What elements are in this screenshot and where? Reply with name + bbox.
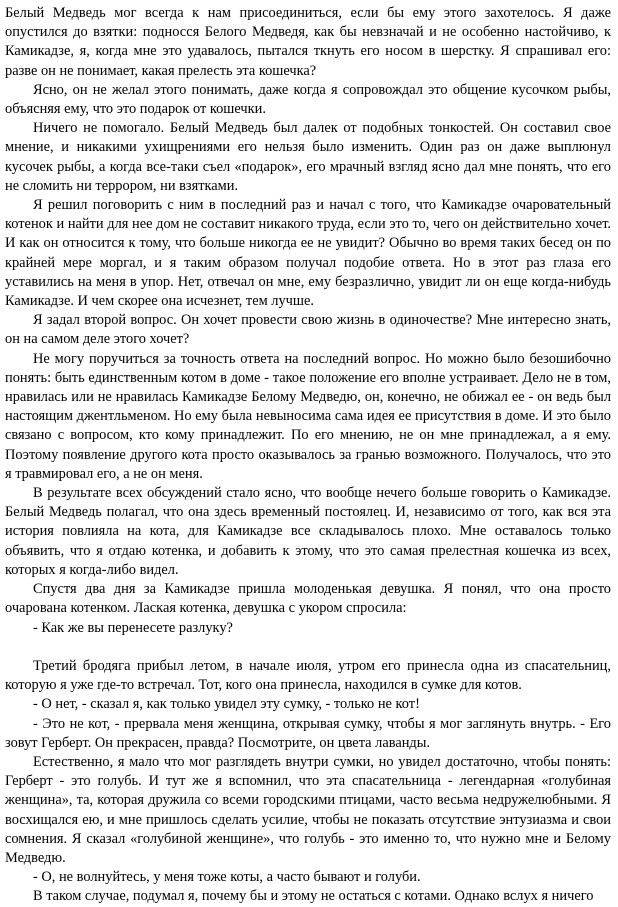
document-page xyxy=(5,4,611,907)
paragraph: Спустя два дня за Камикадзе пришла молоденькая девушка. Я понял, что она просто очарована котенком. Лаская котенка, девушка с укором спросила: xyxy=(5,581,611,617)
paragraph: Я задал второй вопрос. Он хочет провести свою жизнь в одиночестве? Мне интересно знать, он на самом деле этого хочет? xyxy=(5,312,611,348)
paragraph: В результате всех обсуждений стало ясно, что вообще нечего больше говорить о Камикадзе. Белый Медведь полагал, что она здесь временный постоялец. И, независимо от того, как вся эта история повлияла на кота, для Камикадзе все складывалось плохо. Мне оставалось только объявить, что я отдаю котенка, и добавить к этому, что это самая прелестная кошечка из всех, которых я когда-либо видел. xyxy=(5,485,611,578)
section-break xyxy=(5,638,611,657)
paragraph: В таком случае, подумал я, почему бы и этому не остаться с котами. Однако вслух я ничего xyxy=(33,888,594,905)
dialogue-line: - Как же вы перенесете разлуку? xyxy=(33,619,233,636)
paragraph: Ничего не помогало. Белый Медведь был далек от подобных тонкостей. Он составил свое мнение, и никакими ухищрениями его нельзя было изменить. Один раз он даже выплюнул кусочек рыбы, а когда все-таки съел «подарок», его мрачный взгляд ясно дал мне понять, что его не сломить ни террором, ни взятками. xyxy=(5,120,611,194)
paragraph: Не могу поручиться за точность ответа на последний вопрос. Но можно было безошибочно понять: быть единственным котом в доме - такое положение его вполне устраивает. Дело не в том, нравилась или не нравилась Камикадзе Белому Медведю, он, конечно, не обижал ее - он ведь был настоящим джентльменом. Но ему была невыносима сама идея ее присутствия в доме. И это было связано с вопросом, кто кому принадлежит. По его мнению, не он мне принадлежал, а я ему. Поэтому появление другого кота просто оказывалось за гранью возможного. Получалось, что это я травмировал его, а не он меня. xyxy=(5,350,611,482)
dialogue-line: - Это не кот, - прервала меня женщина, открывая сумку, чтобы я мог заглянуть внутрь. - Его зовут Герберт. Он прекрасен, правда? Посмотрите, он цвета лаванды. xyxy=(5,715,611,751)
dialogue-line: - О нет, - сказал я, как только увидел эту сумку, - только не кот! xyxy=(33,696,420,713)
paragraph: Третий бродяга прибыл летом, в начале июля, утром его принесла одна из спасательниц, которую я уже где-то встречал. Тот, кого она принесла, находился в сумке для котов. xyxy=(5,657,611,694)
paragraph: Белый Медведь мог всегда к нам присоединиться, если бы ему этого захотелось. Я даже опустился до взятки: подносся Белого Медведя, как бы невзначай и не особенно настойчиво, к Камикадзе, я, когда мне это удавалось, пытался ткнуть его носом в шерстку. Я спрашивал его: разве он не понимает, какая прелесть эта кошечка? xyxy=(5,5,611,79)
dialogue-line: - О, не волнуйтесь, у меня тоже коты, а часто бывают и голуби. xyxy=(33,869,421,886)
paragraph: Ясно, он не желал этого понимать, даже когда я сопровождал это общение кусочком рыбы, объясняя ему, что это подарок от кошечки. xyxy=(5,81,611,118)
paragraph: Я решил поговорить с ним в последний раз и начал с того, что Камикадзе очаровательный котенок и найти для нее дом не составит никакого труда, если это то, чего он действительно хочет. И как он относится к тому, что больше никогда ее не увидит? Обычно во время таких бесед он по крайней мере моргал, и я таким образом получал подобие ответа. Но в этот раз глаза его уставились на меня в упор. Нет, отвечал он мне, ему безразлично, увидит ли он еще когда-нибудь Камикадзе. И чем скорее она исчезнет, тем лучше. xyxy=(5,197,611,310)
paragraph: Естественно, я мало что мог разглядеть внутри сумки, но увидел достаточно, чтобы понять: Герберт - это голубь. И тут же я вспомнил, что эта спасательница - легендарная «голубиная женщина», та, которая дружила со всеми городскими птицами, часто весьма недружелюбными. Я восхищался ею, и мне пришлось сделать усилие, чтобы не показать отсутствие энтузиазма и свои сомнения. Я сказал «голубиной женщине», что голубь - это именно то, что нужно мне и Белому Медведю. xyxy=(5,753,611,866)
